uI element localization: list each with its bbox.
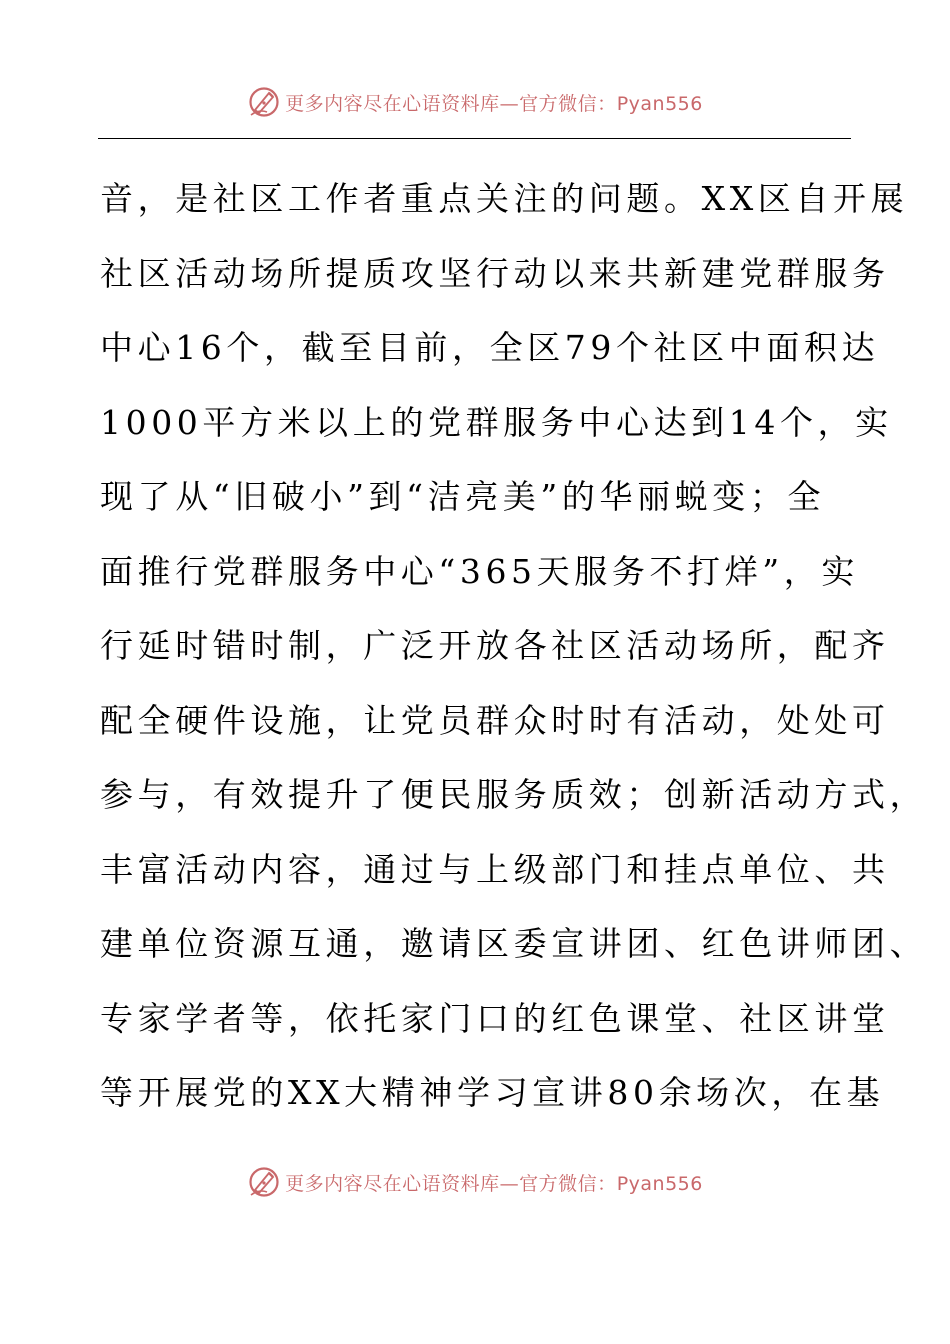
body-line: 面推行党群服务中心“365天服务不打烊”，实 [100,551,859,591]
header-watermark-text [285,89,703,116]
body-line: 配全硬件设施，让党员群众时时有活动，处处可 [100,700,890,740]
body-line: 等开展党的XX大精神学习宣讲80余场次，在基 [100,1073,885,1112]
watermark-wechat-label: 官方微信： [519,92,617,115]
watermark-site-text: 更多内容尽在心语资料库 [285,92,500,115]
footer-watermark [0,1162,950,1202]
body-line: 专家学者等，依托家门口的红色课堂、社区讲堂 [100,998,890,1038]
body-line: 行延时错时制，广泛开放各社区活动场所，配齐 [100,626,890,665]
body-line: 参与，有效提升了便民服务质效；创新活动方式， [100,775,928,814]
body-line: 1000平方米以上的党群服务中心达到14个，实 [100,402,893,442]
watermark-wechat-label: 官方微信： [519,1172,617,1195]
body-line: 音，是社区工作者重点关注的问题。XX区自开展 [100,179,909,218]
document-body [100,162,928,1131]
body-line: 中心16个，截至目前，全区79个社区中面积达 [100,328,880,367]
watermark-separator: — [499,1172,520,1195]
body-line: 建单位资源互通，邀请区委宣讲团、红色讲师团、 [100,924,928,963]
body-line: 社区活动场所提质攻坚行动以来共新建党群服务 [100,253,890,293]
watermark-wechat-id: Pyan556 [616,92,703,115]
header-watermark [0,82,950,122]
pen-nib-logo-icon [247,1165,281,1199]
watermark-site-text: 更多内容尽在心语资料库 [285,1172,500,1195]
header-divider [98,138,851,139]
footer-watermark-text [285,1169,703,1196]
watermark-separator: — [499,92,520,115]
watermark-wechat-id: Pyan556 [616,1172,703,1195]
pen-nib-logo-icon [247,85,281,119]
body-line: 现了从“旧破小”到“洁亮美”的华丽蜕变；全 [100,477,826,516]
body-line: 丰富活动内容，通过与上级部门和挂点单位、共 [100,849,890,889]
